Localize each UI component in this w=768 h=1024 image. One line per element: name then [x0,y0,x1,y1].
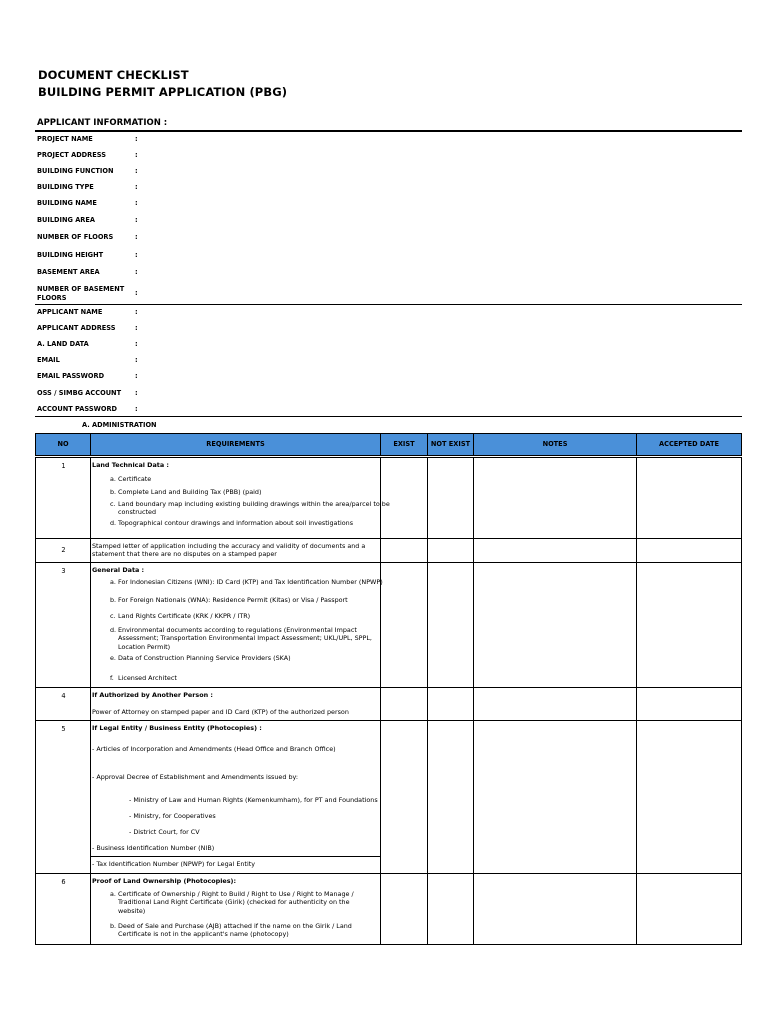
cell-divider [91,856,381,857]
accepted-date-cell[interactable] [637,458,741,538]
field-label: BUILDING NAME [37,199,97,207]
field-label: EMAIL [37,356,60,364]
field-label: APPLICANT NAME [37,308,103,316]
table-row [35,457,742,539]
list-item [110,475,396,483]
document-title: DOCUMENT CHECKLIST [38,68,189,82]
list-item [110,922,358,939]
row-number: 5 [61,725,66,733]
accepted-date-cell[interactable] [637,874,741,944]
list-text: Licensed Architect [118,674,177,682]
list-text: Land boundary map including existing building drawings within the area/parcel to be constructed [118,500,390,517]
section-title: APPLICANT INFORMATION : [37,118,168,128]
not-exist-cell[interactable] [428,458,474,538]
field-label: BUILDING AREA [37,216,95,224]
list-item [110,626,396,651]
section-divider [35,130,742,132]
accepted-date-cell[interactable] [637,688,741,720]
field-label: PROJECT ADDRESS [37,151,106,159]
accepted-date-cell[interactable] [637,539,741,562]
list-text: Certificate [118,475,152,483]
requirement-text: Power of Attorney on stamped paper and ID Card (KTP) of the authorized person [92,708,349,716]
column-header-not-exist: NOT EXIST [428,434,474,455]
not-exist-cell[interactable] [428,688,474,720]
list-marker: b. [110,922,117,930]
list-marker: e. [110,654,116,662]
not-exist-cell[interactable] [428,539,474,562]
list-text: For Foreign Nationals (WNA): Residence Permit (Kitas) or Visa / Passport [118,596,348,604]
field-value[interactable]: : [135,167,138,175]
requirement-title: If Legal Entity / Business Entity (Photocopies) : [92,724,262,732]
table-row [35,563,742,688]
list-marker: b. [110,488,117,496]
field-value[interactable]: : [135,405,138,413]
requirement-title: If Authorized by Another Person : [92,691,213,699]
field-value[interactable]: : [135,340,138,348]
table-header [35,433,742,456]
notes-cell[interactable] [474,721,637,873]
row-number: 3 [61,567,66,575]
list-marker: f. [110,674,114,682]
list-item [110,612,396,620]
notes-cell[interactable] [474,539,637,562]
field-label: OSS / SIMBG ACCOUNT [37,389,122,397]
column-header-no: NO [36,434,91,455]
not-exist-cell[interactable] [428,721,474,873]
requirement-text: Stamped letter of application including the accuracy and validity of documents and a statement that there are no disputes on a stamped paper [92,542,366,559]
list-text: Topographical contour drawings and information about soil investigations [118,519,354,527]
list-marker: d. [110,626,117,634]
notes-cell[interactable] [474,563,637,687]
notes-cell[interactable] [474,874,637,944]
list-marker: a. [110,578,116,586]
exist-cell[interactable] [381,874,428,944]
notes-cell[interactable] [474,688,637,720]
field-value[interactable]: : [135,324,138,332]
exist-cell[interactable] [381,688,428,720]
field-value[interactable]: : [135,251,138,259]
list-text: Data of Construction Planning Service Providers (SKA) [118,654,291,662]
list-item [110,519,396,527]
table-row [35,874,742,945]
list-marker: d. [110,519,117,527]
not-exist-cell[interactable] [428,874,474,944]
column-header-accepted-date: ACCEPTED DATE [659,440,719,448]
row-number: 6 [61,878,66,886]
row-number: 1 [61,462,66,470]
field-label: APPLICANT ADDRESS [37,324,116,332]
field-value[interactable]: : [135,216,138,224]
table-row [35,539,742,563]
field-value[interactable]: : [135,372,138,380]
list-text: Deed of Sale and Purchase (AJB) attached if the name on the Girik / Land Certificate is not in the applicant's name (photocopy) [118,922,352,939]
exist-cell[interactable] [381,539,428,562]
table-row [35,721,742,874]
notes-cell[interactable] [474,458,637,538]
field-value[interactable]: : [135,135,138,143]
list-marker: c. [110,612,116,620]
field-label: ACCOUNT PASSWORD [37,405,118,413]
requirement-subitem: - Ministry of Law and Human Rights (Kemenkumham), for PT and Foundations [129,796,378,804]
not-exist-cell[interactable] [428,563,474,687]
column-header-exist: EXIST [381,434,428,455]
exist-cell[interactable] [381,721,428,873]
list-item [110,890,358,915]
list-item [110,654,396,662]
field-value[interactable]: : [135,183,138,191]
list-item [110,578,396,586]
field-label: NUMBER OF BASEMENT FLOORS [37,285,125,302]
field-label: BUILDING TYPE [37,183,94,191]
list-item [110,488,396,496]
requirement-text: - Tax Identification Number (NPWP) for Legal Entity [92,860,256,868]
field-value[interactable]: : [135,289,138,297]
field-label: BUILDING FUNCTION [37,167,114,175]
requirement-title: General Data : [92,566,145,574]
table-row [35,688,742,721]
field-label: BASEMENT AREA [37,268,100,276]
list-marker: a. [110,475,116,483]
document-subtitle: BUILDING PERMIT APPLICATION (PBG) [38,85,288,99]
field-value[interactable]: : [135,268,138,276]
requirement-text: - Articles of Incorporation and Amendments (Head Office and Branch Office) [92,745,336,753]
field-label: BUILDING HEIGHT [37,251,104,259]
list-marker: c. [110,500,116,508]
column-header-notes: NOTES [474,434,637,455]
list-text: Land Rights Certificate (KRK / KKPR / ITR) [118,612,251,620]
requirement-title: Proof of Land Ownership (Photocopies): [92,877,237,885]
field-value[interactable]: : [135,389,138,397]
requirement-text: - Approval Decree of Establishment and Amendments issued by: [92,773,298,781]
requirement-text: - Business Identification Number (NIB) [92,844,215,852]
requirement-title: Land Technical Data : [92,461,169,469]
list-text: Environmental documents according to regulations (Environmental Impact Assessment; Transportation Environmental Impact Assessment; UKL/UPL, SPPL, Location Permit) [118,626,372,651]
field-label: PROJECT NAME [37,135,93,143]
list-item [110,674,396,682]
field-value[interactable]: : [135,199,138,207]
field-label: EMAIL PASSWORD [37,372,105,380]
list-item [110,500,396,517]
list-marker: a. [110,890,116,898]
field-label: A. LAND DATA [37,340,89,348]
list-text: Complete Land and Building Tax (PBB) (paid) [118,488,262,496]
divider [35,304,742,305]
list-text: For Indonesian Citizens (WNI): ID Card (KTP) and Tax Identification Number (NPWP) [118,578,383,586]
requirement-subitem: - District Court, for CV [129,828,200,836]
accepted-date-cell[interactable] [637,563,741,687]
row-number: 4 [61,692,66,700]
field-value[interactable]: : [135,233,138,241]
divider [35,416,742,417]
requirement-subitem: - Ministry, for Cooperatives [129,812,216,820]
field-value[interactable]: : [135,356,138,364]
row-number: 2 [61,546,66,554]
field-value[interactable]: : [135,308,138,316]
field-label: NUMBER OF FLOORS [37,233,114,241]
column-header-requirements: REQUIREMENTS [91,434,381,455]
list-item [110,596,396,604]
administration-heading: A. ADMINISTRATION [82,421,157,429]
list-text: Certificate of Ownership / Right to Build / Right to Use / Right to Manage / Traditional Land Right Certificate (Girik) (checked for authenticity on the website) [118,890,354,915]
field-value[interactable]: : [135,151,138,159]
accepted-date-cell[interactable] [637,721,741,873]
list-marker: b. [110,596,117,604]
